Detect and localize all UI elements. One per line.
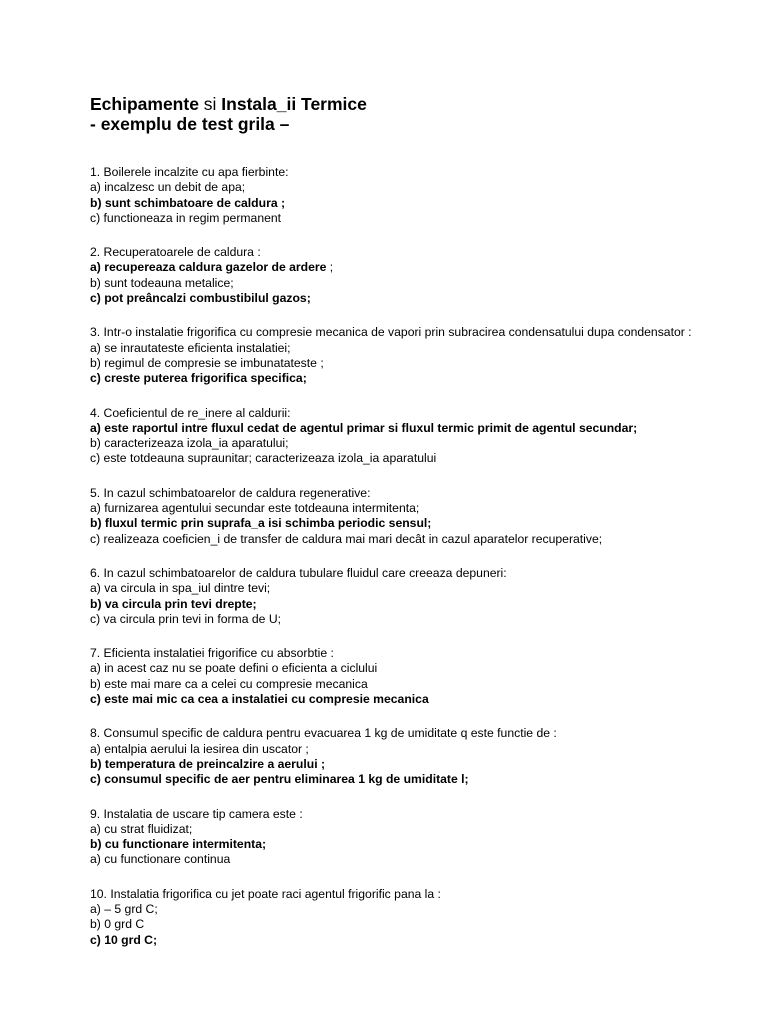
answer-text: a) incalzesc un debit de apa; [90, 180, 246, 195]
answer-text: a) este raportul intre fluxul cedat de agentul primar si fluxul termic primit de agentul secundar; [90, 420, 638, 435]
answer-option [90, 742, 730, 757]
answer-option-correct [90, 757, 730, 772]
answer-option-correct [90, 371, 730, 386]
answer-text: b) este mai mare ca a celei cu compresie mecanica [90, 676, 368, 691]
answer-text: c) functioneaza in regim permanent [90, 210, 282, 225]
question-text: 2. Recuperatoarele de caldura : [90, 245, 261, 260]
answer-text: a) se inrautateste eficienta instalatiei; [90, 340, 291, 355]
answer-option [90, 661, 730, 676]
answer-option-correct [90, 837, 730, 852]
answer-option [90, 211, 730, 226]
answer-text: b) fluxul termic prin suprafa_a isi schimba periodic sensul; [90, 516, 432, 531]
answer-text: a) cu functionare continua [90, 852, 231, 867]
answer-text: a) recupereaza caldura gazelor de ardere [90, 260, 327, 275]
question-text: 8. Consumul specific de caldura pentru evacuarea 1 kg de umiditate q este functie de : [90, 726, 557, 741]
answer-text: b) sunt schimbatoare de caldura ; [90, 195, 286, 210]
title-part-2: si [203, 94, 217, 114]
answer-option-correct [90, 516, 730, 531]
answer-text: b) cu functionare intermitenta; [90, 837, 267, 852]
question-block [90, 165, 730, 226]
answer-option [90, 341, 730, 356]
document-title [90, 94, 730, 134]
title-part-3: Instala_ii Termice [216, 94, 367, 114]
answer-option [90, 451, 730, 466]
answer-text: a) furnizarea agentului secundar este totdeauna intermitenta; [90, 501, 420, 516]
question-block [90, 245, 730, 306]
question-block [90, 406, 730, 467]
answer-text: c) este mai mic ca cea a instalatiei cu compresie mecanica [90, 692, 429, 707]
answer-text: b) regimul de compresie se imbunatateste ; [90, 355, 324, 370]
title-line-1 [90, 94, 730, 114]
question-list [90, 165, 730, 948]
answer-option [90, 436, 730, 451]
question-block [90, 646, 730, 707]
answer-suffix: ; [326, 260, 334, 275]
answer-text: b) sunt todeauna metalice; [90, 275, 234, 290]
question-text: 7. Eficienta instalatiei frigorifice cu absorbtie : [90, 646, 334, 661]
answer-option [90, 356, 730, 371]
answer-text: b) caracterizeaza izola_ia aparatului; [90, 436, 289, 451]
answer-option [90, 276, 730, 291]
answer-text: a) va circula in spa_iul dintre tevi; [90, 581, 271, 596]
question-text: 10. Instalatia frigorifica cu jet poate raci agentul frigorific pana la : [90, 886, 441, 901]
question-block [90, 566, 730, 627]
answer-text: c) 10 grd C; [90, 932, 158, 947]
answer-text: c) pot preâncalzi combustibilul gazos; [90, 291, 311, 306]
question-block [90, 887, 730, 948]
answer-option [90, 612, 730, 627]
answer-text: c) va circula prin tevi in forma de U; [90, 611, 282, 626]
answer-text: b) va circula prin tevi drepte; [90, 596, 257, 611]
answer-option [90, 532, 730, 547]
question-text: 9. Instalatia de uscare tip camera este : [90, 806, 303, 821]
answer-option-correct [90, 692, 730, 707]
answer-text: b) 0 grd C [90, 917, 145, 932]
answer-option [90, 180, 730, 195]
answer-text: a) entalpia aerului la iesirea din uscator ; [90, 741, 309, 756]
answer-option [90, 677, 730, 692]
answer-option-correct [90, 196, 730, 211]
answer-option-correct [90, 260, 730, 275]
answer-option [90, 581, 730, 596]
question-text: 4. Coeficientul de re_inere al caldurii: [90, 405, 291, 420]
answer-option [90, 501, 730, 516]
answer-option-correct [90, 291, 730, 306]
answer-text: c) creste puterea frigorifica specifica; [90, 371, 307, 386]
question-block [90, 726, 730, 787]
answer-text: c) realizeaza coeficien_i de transfer de caldura mai mari decât in cazul aparatelor recuperative; [90, 531, 603, 546]
answer-text: a) in acest caz nu se poate defini o eficienta a ciclului [90, 661, 378, 676]
answer-option-correct [90, 933, 730, 948]
question-text: 3. Intr-o instalatie frigorifica cu compresie mecanica de vapori prin subracirea condensatului dupa condensator : [90, 325, 692, 340]
question-text: 5. In cazul schimbatoarelor de caldura regenerative: [90, 485, 371, 500]
question-block [90, 325, 730, 386]
answer-text: a) cu strat fluidizat; [90, 821, 193, 836]
document-page [90, 94, 730, 967]
answer-text: c) este totdeauna supraunitar; caracterizeaza izola_ia aparatului [90, 451, 437, 466]
answer-text: a) – 5 grd C; [90, 901, 158, 916]
answer-option [90, 852, 730, 867]
question-text: 1. Boilerele incalzite cu apa fierbinte: [90, 165, 289, 179]
question-text: 6. In cazul schimbatoarelor de caldura tubulare fluidul care creeaza depuneri: [90, 565, 507, 580]
question-block [90, 807, 730, 868]
answer-option [90, 917, 730, 932]
question-block [90, 486, 730, 547]
answer-text: b) temperatura de preincalzire a aerului ; [90, 756, 326, 771]
title-part-1: Echipamente [90, 94, 204, 114]
title-line-2: - exemplu de test grila – [90, 114, 290, 134]
answer-option-correct [90, 772, 730, 787]
answer-text: c) consumul specific de aer pentru eliminarea 1 kg de umiditate l; [90, 772, 469, 787]
answer-option [90, 902, 730, 917]
answer-option [90, 822, 730, 837]
answer-option-correct [90, 421, 730, 436]
answer-option-correct [90, 597, 730, 612]
